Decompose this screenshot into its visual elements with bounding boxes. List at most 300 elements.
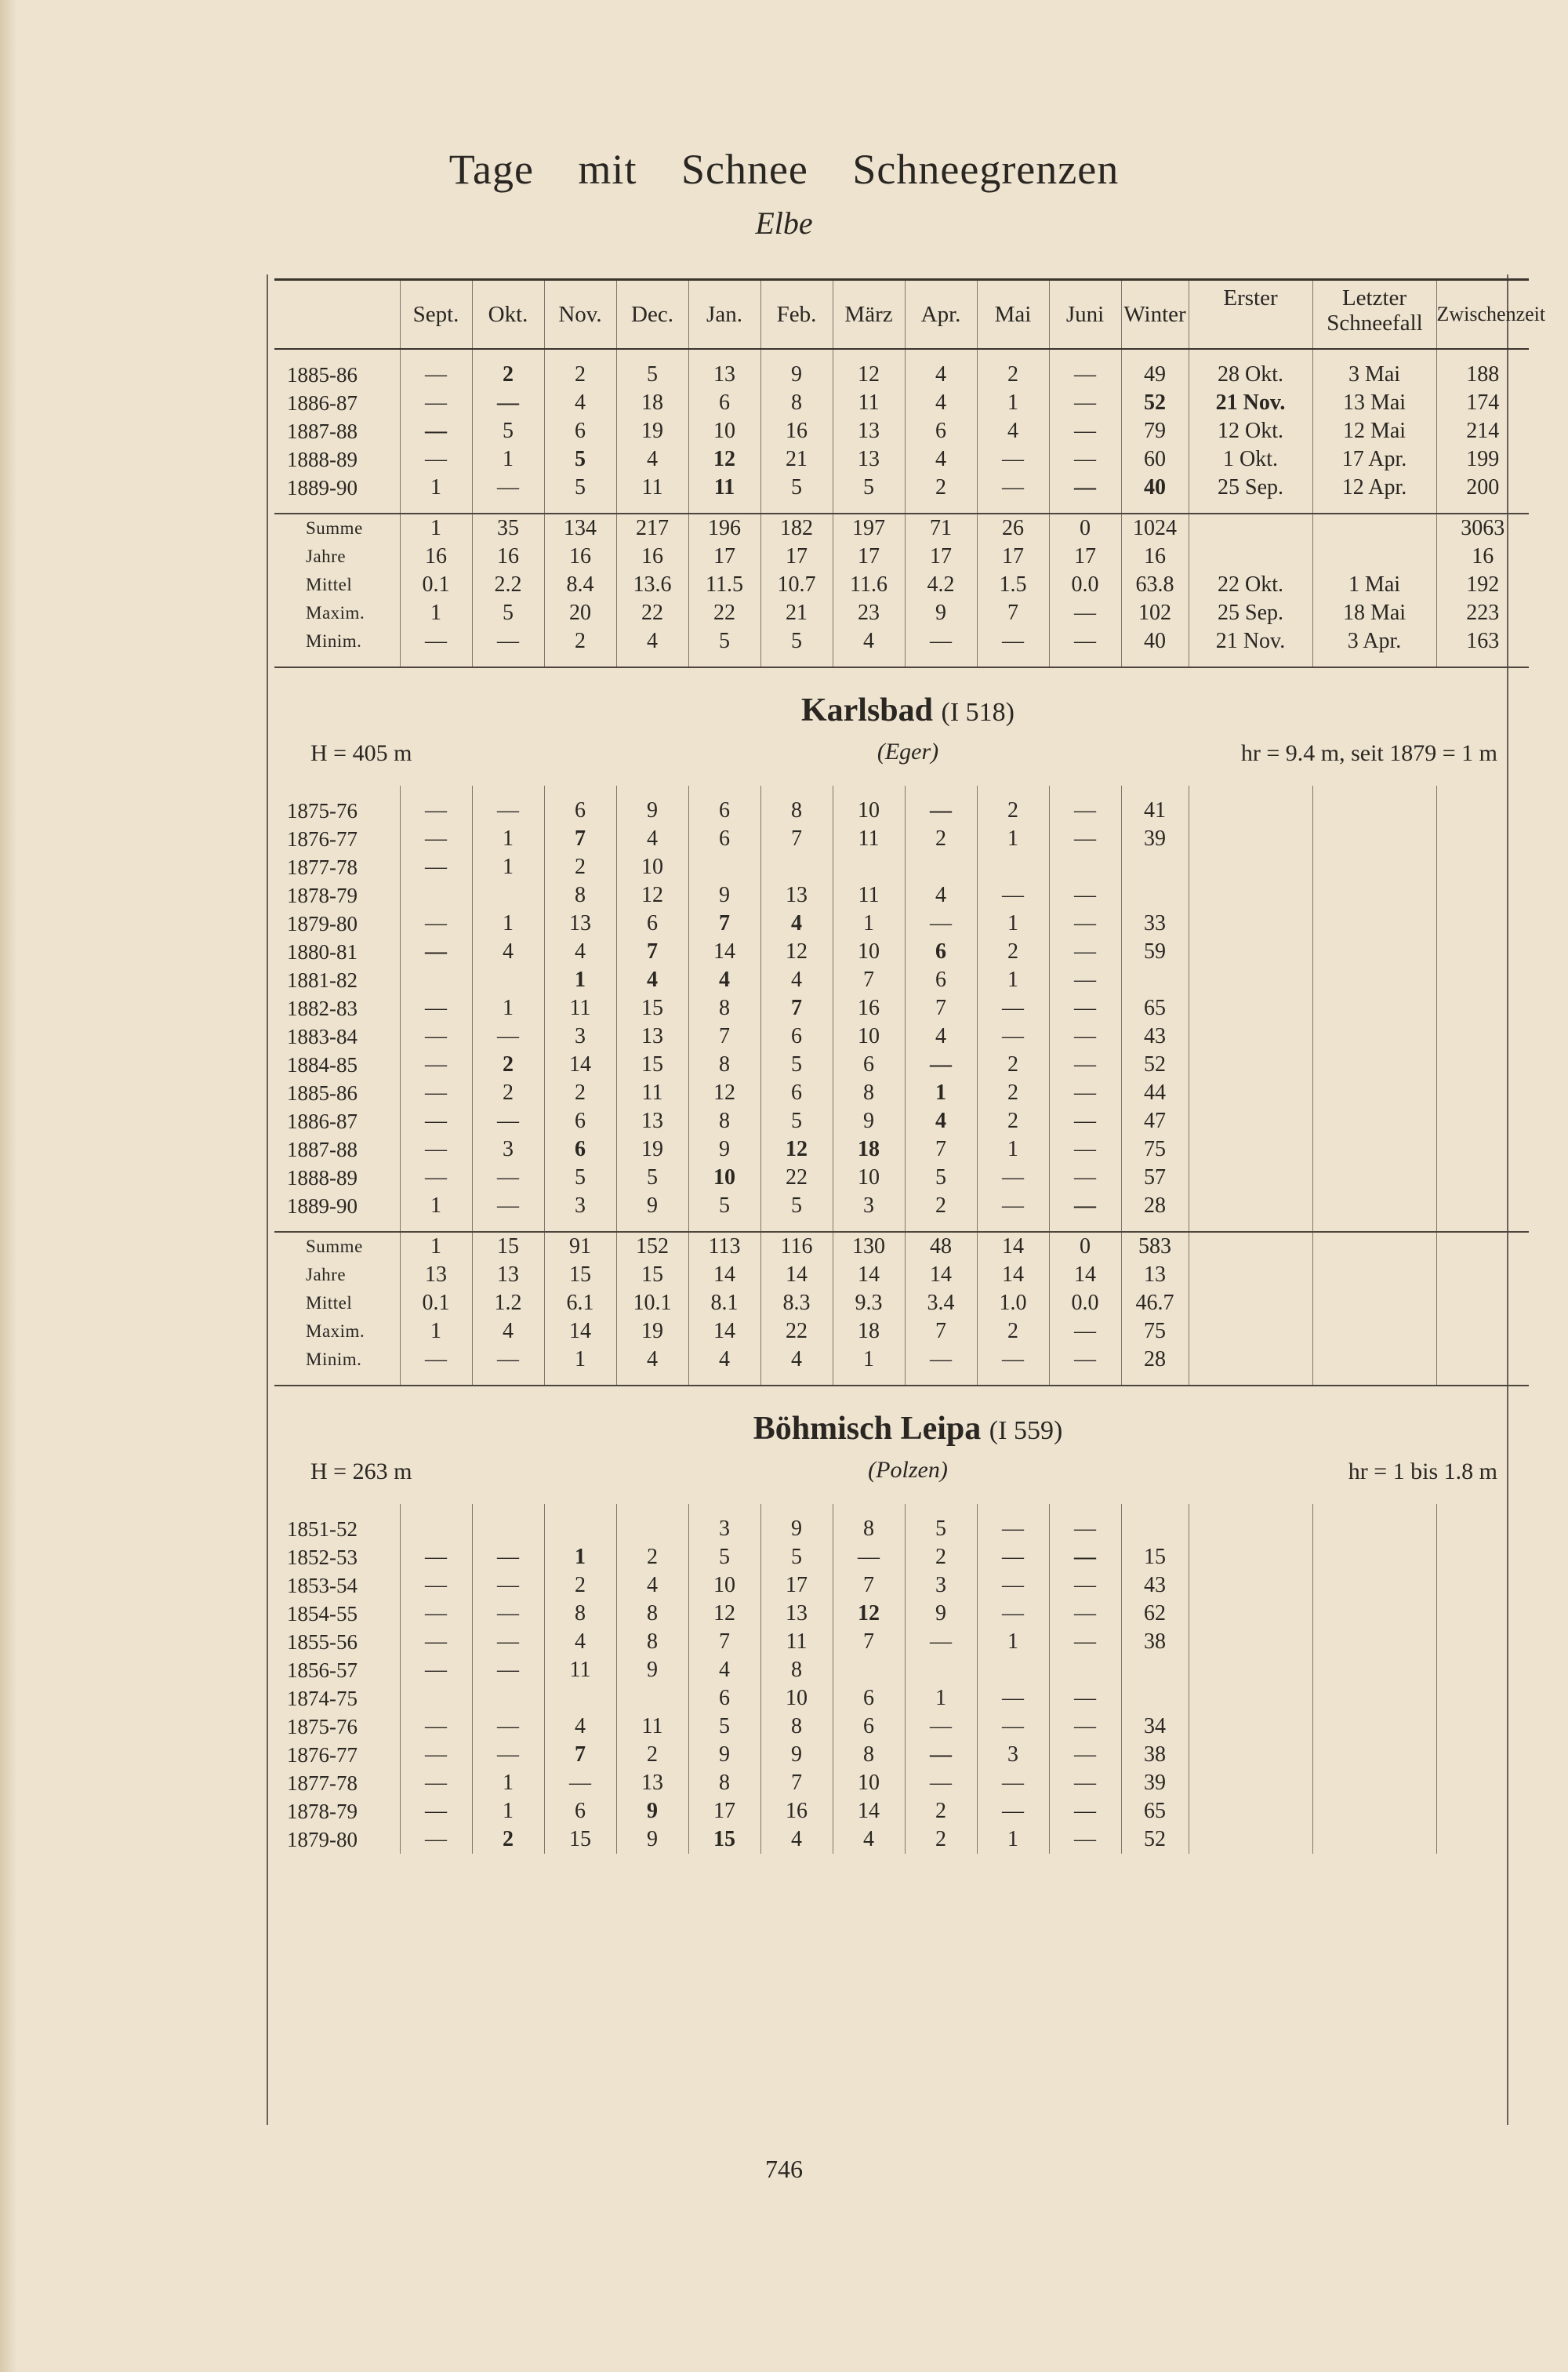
table-cell: 9 <box>905 1600 977 1628</box>
spacer-cell <box>760 786 833 797</box>
table-cell: 7 <box>544 1741 616 1769</box>
table-cell: — <box>400 910 472 938</box>
table-cell <box>1312 1571 1436 1600</box>
table-cell: — <box>400 994 472 1023</box>
year-label: 1877-78 <box>287 855 358 879</box>
table-cell: — <box>400 1656 472 1684</box>
spacer-cell <box>1436 656 1529 667</box>
table-cell: — <box>472 1107 544 1135</box>
spacer-cell <box>616 1374 688 1386</box>
spacer-cell <box>400 349 472 361</box>
spacer-cell <box>400 1220 472 1232</box>
table-cell <box>1189 1797 1312 1825</box>
table-cell: 14 <box>833 1797 905 1825</box>
table-cell: — <box>1049 417 1121 445</box>
table-cell: 21 Nov. <box>1189 389 1312 417</box>
table-cell: 197 <box>833 514 905 543</box>
table-cell <box>1312 1713 1436 1741</box>
year-label: 1887-88 <box>287 420 358 443</box>
header-blank <box>274 280 400 350</box>
table-cell: 2 <box>977 1317 1049 1346</box>
table-row <box>274 1628 1529 1656</box>
table-cell: 17 <box>833 543 905 571</box>
table-cell: 65 <box>1121 994 1189 1023</box>
table-row <box>274 1713 1529 1741</box>
table-cell: 7 <box>977 599 1049 627</box>
table-cell: 12 <box>833 1600 905 1628</box>
table-cell: 5 <box>760 1051 833 1079</box>
table-cell: 14 <box>760 1261 833 1289</box>
table-cell: 17 <box>760 1571 833 1600</box>
spacer-cell <box>833 1504 905 1515</box>
spacer-cell <box>1312 1504 1436 1515</box>
table-cell: 1 <box>472 1797 544 1825</box>
table-cell: 2 <box>977 1107 1049 1135</box>
table-cell: — <box>400 1107 472 1135</box>
spacer-cell <box>977 656 1049 667</box>
table-cell: 8 <box>616 1628 688 1656</box>
spacer-cell <box>274 1504 400 1515</box>
table-cell: — <box>472 1713 544 1741</box>
table-cell: — <box>400 1346 472 1374</box>
table-cell <box>1436 1164 1529 1192</box>
stat-row <box>274 599 1529 627</box>
table-cell <box>1312 1107 1436 1135</box>
table-cell: — <box>1049 599 1121 627</box>
table-cell: — <box>400 1628 472 1656</box>
table-cell: 16 <box>1121 543 1189 571</box>
stat-label: Jahre <box>306 1265 347 1284</box>
spacer-cell <box>400 1374 472 1386</box>
table-cell <box>1436 1192 1529 1220</box>
table-cell: 5 <box>616 361 688 389</box>
table-cell: 5 <box>544 1164 616 1192</box>
table-cell: 12 Mai <box>1312 417 1436 445</box>
table-cell <box>400 881 472 910</box>
table-cell: 13 <box>616 1023 688 1051</box>
table-cell: 9 <box>616 1656 688 1684</box>
table-cell: 22 Okt. <box>1189 571 1312 599</box>
table-cell <box>1436 1107 1529 1135</box>
table-cell: 13 Mai <box>1312 389 1436 417</box>
spacer-cell <box>472 502 544 514</box>
table-cell: 196 <box>688 514 760 543</box>
table-cell <box>1436 1135 1529 1164</box>
table-cell: 18 <box>833 1135 905 1164</box>
table-cell: 2 <box>905 1797 977 1825</box>
table-cell: — <box>977 1769 1049 1797</box>
table-cell: — <box>1049 445 1121 474</box>
table-cell: 6 <box>544 1797 616 1825</box>
table-cell: 13 <box>833 445 905 474</box>
table-cell <box>1436 1023 1529 1051</box>
table-cell: — <box>400 1713 472 1741</box>
table-cell <box>1189 825 1312 853</box>
table-cell <box>1121 853 1189 881</box>
table-cell: 2 <box>977 938 1049 966</box>
table-cell: 7 <box>688 910 760 938</box>
table-cell: 9 <box>616 1192 688 1220</box>
table-cell: 18 <box>833 1317 905 1346</box>
spacer-cell <box>977 786 1049 797</box>
table-cell: 21 Nov. <box>1189 627 1312 656</box>
table-cell: 23 <box>833 599 905 627</box>
table-cell: 1 <box>400 474 472 502</box>
year-label: 1854-55 <box>287 1602 358 1626</box>
table-cell: 0.1 <box>400 571 472 599</box>
table-cell <box>1189 1261 1312 1289</box>
table-cell <box>1312 1543 1436 1571</box>
table-cell: 13 <box>472 1261 544 1289</box>
header-schneefall: Schneefall <box>1327 311 1423 336</box>
table-cell: 52 <box>1121 1825 1189 1854</box>
table-cell <box>616 1684 688 1713</box>
station-header <box>274 1386 1529 1504</box>
table-cell: 14 <box>977 1232 1049 1261</box>
table-cell: 40 <box>1121 627 1189 656</box>
table-cell: 182 <box>760 514 833 543</box>
table-cell: 71 <box>905 514 977 543</box>
table-cell <box>1436 1741 1529 1769</box>
spacer-cell <box>544 656 616 667</box>
header-zwischenzeit: Zwischenzeit <box>1436 280 1529 350</box>
year-label: 1882-83 <box>287 997 358 1020</box>
table-cell: 7 <box>616 938 688 966</box>
year-label: 1879-80 <box>287 912 358 935</box>
table-cell: 4 <box>472 938 544 966</box>
table-cell <box>977 853 1049 881</box>
table-cell: 6 <box>544 797 616 825</box>
table-cell <box>1312 994 1436 1023</box>
table-cell <box>1189 966 1312 994</box>
table-cell <box>1312 1797 1436 1825</box>
stat-row <box>274 1261 1529 1289</box>
table-cell <box>1436 1515 1529 1543</box>
table-cell: — <box>400 1571 472 1600</box>
table-cell: — <box>1049 1543 1121 1571</box>
table-cell <box>1189 910 1312 938</box>
table-cell: 2 <box>905 474 977 502</box>
spacer-cell <box>544 786 616 797</box>
table-cell <box>1312 1769 1436 1797</box>
table-row <box>274 1797 1529 1825</box>
table-cell: 9 <box>833 1107 905 1135</box>
table-cell: 4 <box>905 389 977 417</box>
table-cell: — <box>977 1164 1049 1192</box>
river-name: (Polzen) <box>868 1457 948 1483</box>
table-cell: 1.2 <box>472 1289 544 1317</box>
table-cell: 49 <box>1121 361 1189 389</box>
table-cell: 12 Apr. <box>1312 474 1436 502</box>
table-cell <box>1436 1079 1529 1107</box>
table-cell: 4 <box>760 966 833 994</box>
table-row <box>274 825 1529 853</box>
table-cell: 13 <box>1121 1261 1189 1289</box>
table-cell: — <box>472 1164 544 1192</box>
region-name: Elbe <box>755 205 813 241</box>
spacer-cell <box>1436 349 1529 361</box>
table-cell: 2 <box>472 1825 544 1854</box>
year-label: 1878-79 <box>287 884 358 907</box>
table-cell: 11 <box>833 825 905 853</box>
table-cell <box>760 853 833 881</box>
table-row <box>274 1135 1529 1164</box>
table-cell: 6 <box>905 417 977 445</box>
table-cell <box>1121 966 1189 994</box>
spacer-row <box>274 1374 1529 1386</box>
spacer-cell <box>472 786 544 797</box>
table-cell <box>472 966 544 994</box>
table-cell: 3 <box>544 1023 616 1051</box>
table-cell: 47 <box>1121 1107 1189 1135</box>
table-cell <box>1312 1232 1436 1261</box>
spacer-cell <box>1436 502 1529 514</box>
table-cell: 8 <box>544 881 616 910</box>
table-cell: — <box>977 1713 1049 1741</box>
table-cell: 5 <box>760 1543 833 1571</box>
table-cell <box>472 1684 544 1713</box>
table-row <box>274 417 1529 445</box>
table-cell <box>1312 1023 1436 1051</box>
table-cell: 6 <box>760 1023 833 1051</box>
table-cell: 8.1 <box>688 1289 760 1317</box>
spacer-cell <box>833 656 905 667</box>
spacer-cell <box>544 349 616 361</box>
table-cell: 223 <box>1436 599 1529 627</box>
table-cell <box>1312 1600 1436 1628</box>
table-row <box>274 994 1529 1023</box>
table-cell <box>1436 1232 1529 1261</box>
spacer-cell <box>977 1504 1049 1515</box>
table-row <box>274 938 1529 966</box>
table-cell: 8.4 <box>544 571 616 599</box>
table-cell: — <box>472 1571 544 1600</box>
snow-line-height: hr = 9.4 m, seit 1879 = 1 m <box>1240 740 1497 766</box>
spacer-cell <box>1121 349 1189 361</box>
spacer-cell <box>1049 786 1121 797</box>
table-cell: 8 <box>688 994 760 1023</box>
stat-row <box>274 627 1529 656</box>
table-cell: 6 <box>905 938 977 966</box>
table-cell <box>1436 1600 1529 1628</box>
table-body <box>274 349 1529 1854</box>
spacer-cell <box>1049 656 1121 667</box>
table-cell: — <box>472 1543 544 1571</box>
table-row <box>274 389 1529 417</box>
table-cell: 113 <box>688 1232 760 1261</box>
table-cell: 6 <box>688 797 760 825</box>
table-cell <box>1436 1346 1529 1374</box>
table-cell: 4 <box>544 1713 616 1741</box>
table-cell <box>1189 1684 1312 1713</box>
table-cell: 15 <box>472 1232 544 1261</box>
table-cell: 12 <box>688 445 760 474</box>
table-cell: 2 <box>977 1051 1049 1079</box>
table-cell: 1 <box>977 910 1049 938</box>
spacer-cell <box>688 786 760 797</box>
table-cell <box>1312 1135 1436 1164</box>
table-cell: 583 <box>1121 1232 1189 1261</box>
table-cell: — <box>1049 389 1121 417</box>
year-label: 1876-77 <box>287 1743 358 1767</box>
table-cell <box>1436 1317 1529 1346</box>
spacer-cell <box>977 349 1049 361</box>
table-cell <box>977 1656 1049 1684</box>
table-row <box>274 1051 1529 1079</box>
spacer-cell <box>544 1220 616 1232</box>
table-cell: 2 <box>977 361 1049 389</box>
snow-days-table <box>274 278 1546 1854</box>
table-cell: 10 <box>688 417 760 445</box>
table-cell: 4 <box>616 1571 688 1600</box>
table-cell: 16 <box>760 1797 833 1825</box>
table-cell: — <box>1049 1164 1121 1192</box>
stat-row <box>274 1346 1529 1374</box>
table-cell: 8 <box>760 1656 833 1684</box>
table-cell <box>1189 1164 1312 1192</box>
table-cell <box>544 1684 616 1713</box>
table-cell: 1 <box>400 1317 472 1346</box>
table-cell <box>905 1656 977 1684</box>
spacer-cell <box>1436 786 1529 797</box>
table-cell <box>1189 1135 1312 1164</box>
table-cell: 2 <box>616 1741 688 1769</box>
table-cell: 11 <box>833 389 905 417</box>
spacer-cell <box>1049 1220 1121 1232</box>
table-row <box>274 1571 1529 1600</box>
table-cell: 4 <box>616 1346 688 1374</box>
table-cell: 13.6 <box>616 571 688 599</box>
table-cell: 15 <box>544 1825 616 1854</box>
table-cell <box>1312 1628 1436 1656</box>
table-cell <box>1189 1317 1312 1346</box>
table-cell: 21 <box>760 599 833 627</box>
table-row <box>274 881 1529 910</box>
table-cell: 10 <box>688 1164 760 1192</box>
spacer-cell <box>472 1374 544 1386</box>
table-cell: 4 <box>688 1346 760 1374</box>
year-label: 1875-76 <box>287 1715 358 1738</box>
table-cell: 5 <box>688 627 760 656</box>
table-cell: 17 <box>760 543 833 571</box>
table-cell <box>1312 825 1436 853</box>
table-cell <box>1312 1825 1436 1854</box>
table-cell: 4 <box>544 1628 616 1656</box>
table-cell: 4 <box>544 938 616 966</box>
table-cell: — <box>472 1023 544 1051</box>
spacer-cell <box>760 1504 833 1515</box>
table-cell <box>1189 797 1312 825</box>
table-cell: — <box>905 1741 977 1769</box>
table-cell: — <box>905 1346 977 1374</box>
table-cell: 1 <box>977 825 1049 853</box>
table-cell <box>1436 1797 1529 1825</box>
table-row <box>274 966 1529 994</box>
table-cell: 5 <box>544 445 616 474</box>
spacer-cell <box>1189 1504 1312 1515</box>
table-cell: 1 <box>833 910 905 938</box>
table-cell: 9 <box>760 361 833 389</box>
table-cell: — <box>977 1797 1049 1825</box>
table-cell: 217 <box>616 514 688 543</box>
table-cell: 5 <box>760 627 833 656</box>
table-cell: 8.3 <box>760 1289 833 1317</box>
table-cell: 188 <box>1436 361 1529 389</box>
table-cell: 1 <box>905 1079 977 1107</box>
table-cell: — <box>1049 1135 1121 1164</box>
table-cell <box>1189 994 1312 1023</box>
table-cell <box>1312 938 1436 966</box>
table-cell: — <box>1049 1684 1121 1713</box>
table-cell: 4 <box>977 417 1049 445</box>
spacer-cell <box>760 656 833 667</box>
table-cell: 2 <box>905 825 977 853</box>
spacer-cell <box>274 502 400 514</box>
table-cell: — <box>400 1769 472 1797</box>
spacer-cell <box>833 1374 905 1386</box>
table-cell: 11 <box>760 1628 833 1656</box>
table-cell: 152 <box>616 1232 688 1261</box>
spacer-cell <box>1436 1504 1529 1515</box>
table-cell: 14 <box>544 1317 616 1346</box>
table-cell: — <box>472 627 544 656</box>
table-cell: 6 <box>833 1713 905 1741</box>
table-cell: 192 <box>1436 571 1529 599</box>
table-row <box>274 1192 1529 1220</box>
table-cell: 1 <box>977 1628 1049 1656</box>
table-cell: — <box>1049 1192 1121 1220</box>
table-cell: 8 <box>760 797 833 825</box>
table-cell <box>1189 514 1312 543</box>
table-cell: — <box>977 881 1049 910</box>
spacer-cell <box>472 1220 544 1232</box>
header-mai: Mai <box>977 280 1049 350</box>
table-cell <box>1312 910 1436 938</box>
river-name: (Eger) <box>877 739 939 765</box>
table-cell: 19 <box>616 417 688 445</box>
table-cell: 21 <box>760 445 833 474</box>
spacer-cell <box>905 786 977 797</box>
table-cell: 163 <box>1436 627 1529 656</box>
table-cell: 14 <box>688 1317 760 1346</box>
spacer-cell <box>1121 786 1189 797</box>
table-cell: 8 <box>616 1600 688 1628</box>
header-feb: Feb. <box>760 280 833 350</box>
table-cell: 9 <box>760 1741 833 1769</box>
table-cell: 8 <box>833 1741 905 1769</box>
table-cell: 16 <box>1436 543 1529 571</box>
table-cell: — <box>400 445 472 474</box>
table-cell: 4 <box>544 389 616 417</box>
table-row <box>274 1515 1529 1543</box>
spacer-cell <box>760 1220 833 1232</box>
table-cell: — <box>472 389 544 417</box>
table-cell <box>1436 1713 1529 1741</box>
station-height: H = 263 m <box>310 1458 412 1484</box>
table-row <box>274 797 1529 825</box>
table-cell <box>1189 1769 1312 1797</box>
table-cell: — <box>1049 1713 1121 1741</box>
spacer-cell <box>688 1220 760 1232</box>
table-cell: 1 <box>472 853 544 881</box>
table-cell: 13 <box>688 361 760 389</box>
table-cell: 44 <box>1121 1079 1189 1107</box>
table-cell: — <box>977 1600 1049 1628</box>
table-cell: 7 <box>833 1628 905 1656</box>
table-cell: — <box>1049 1600 1121 1628</box>
table-cell <box>1049 1656 1121 1684</box>
table-cell: 5 <box>760 474 833 502</box>
